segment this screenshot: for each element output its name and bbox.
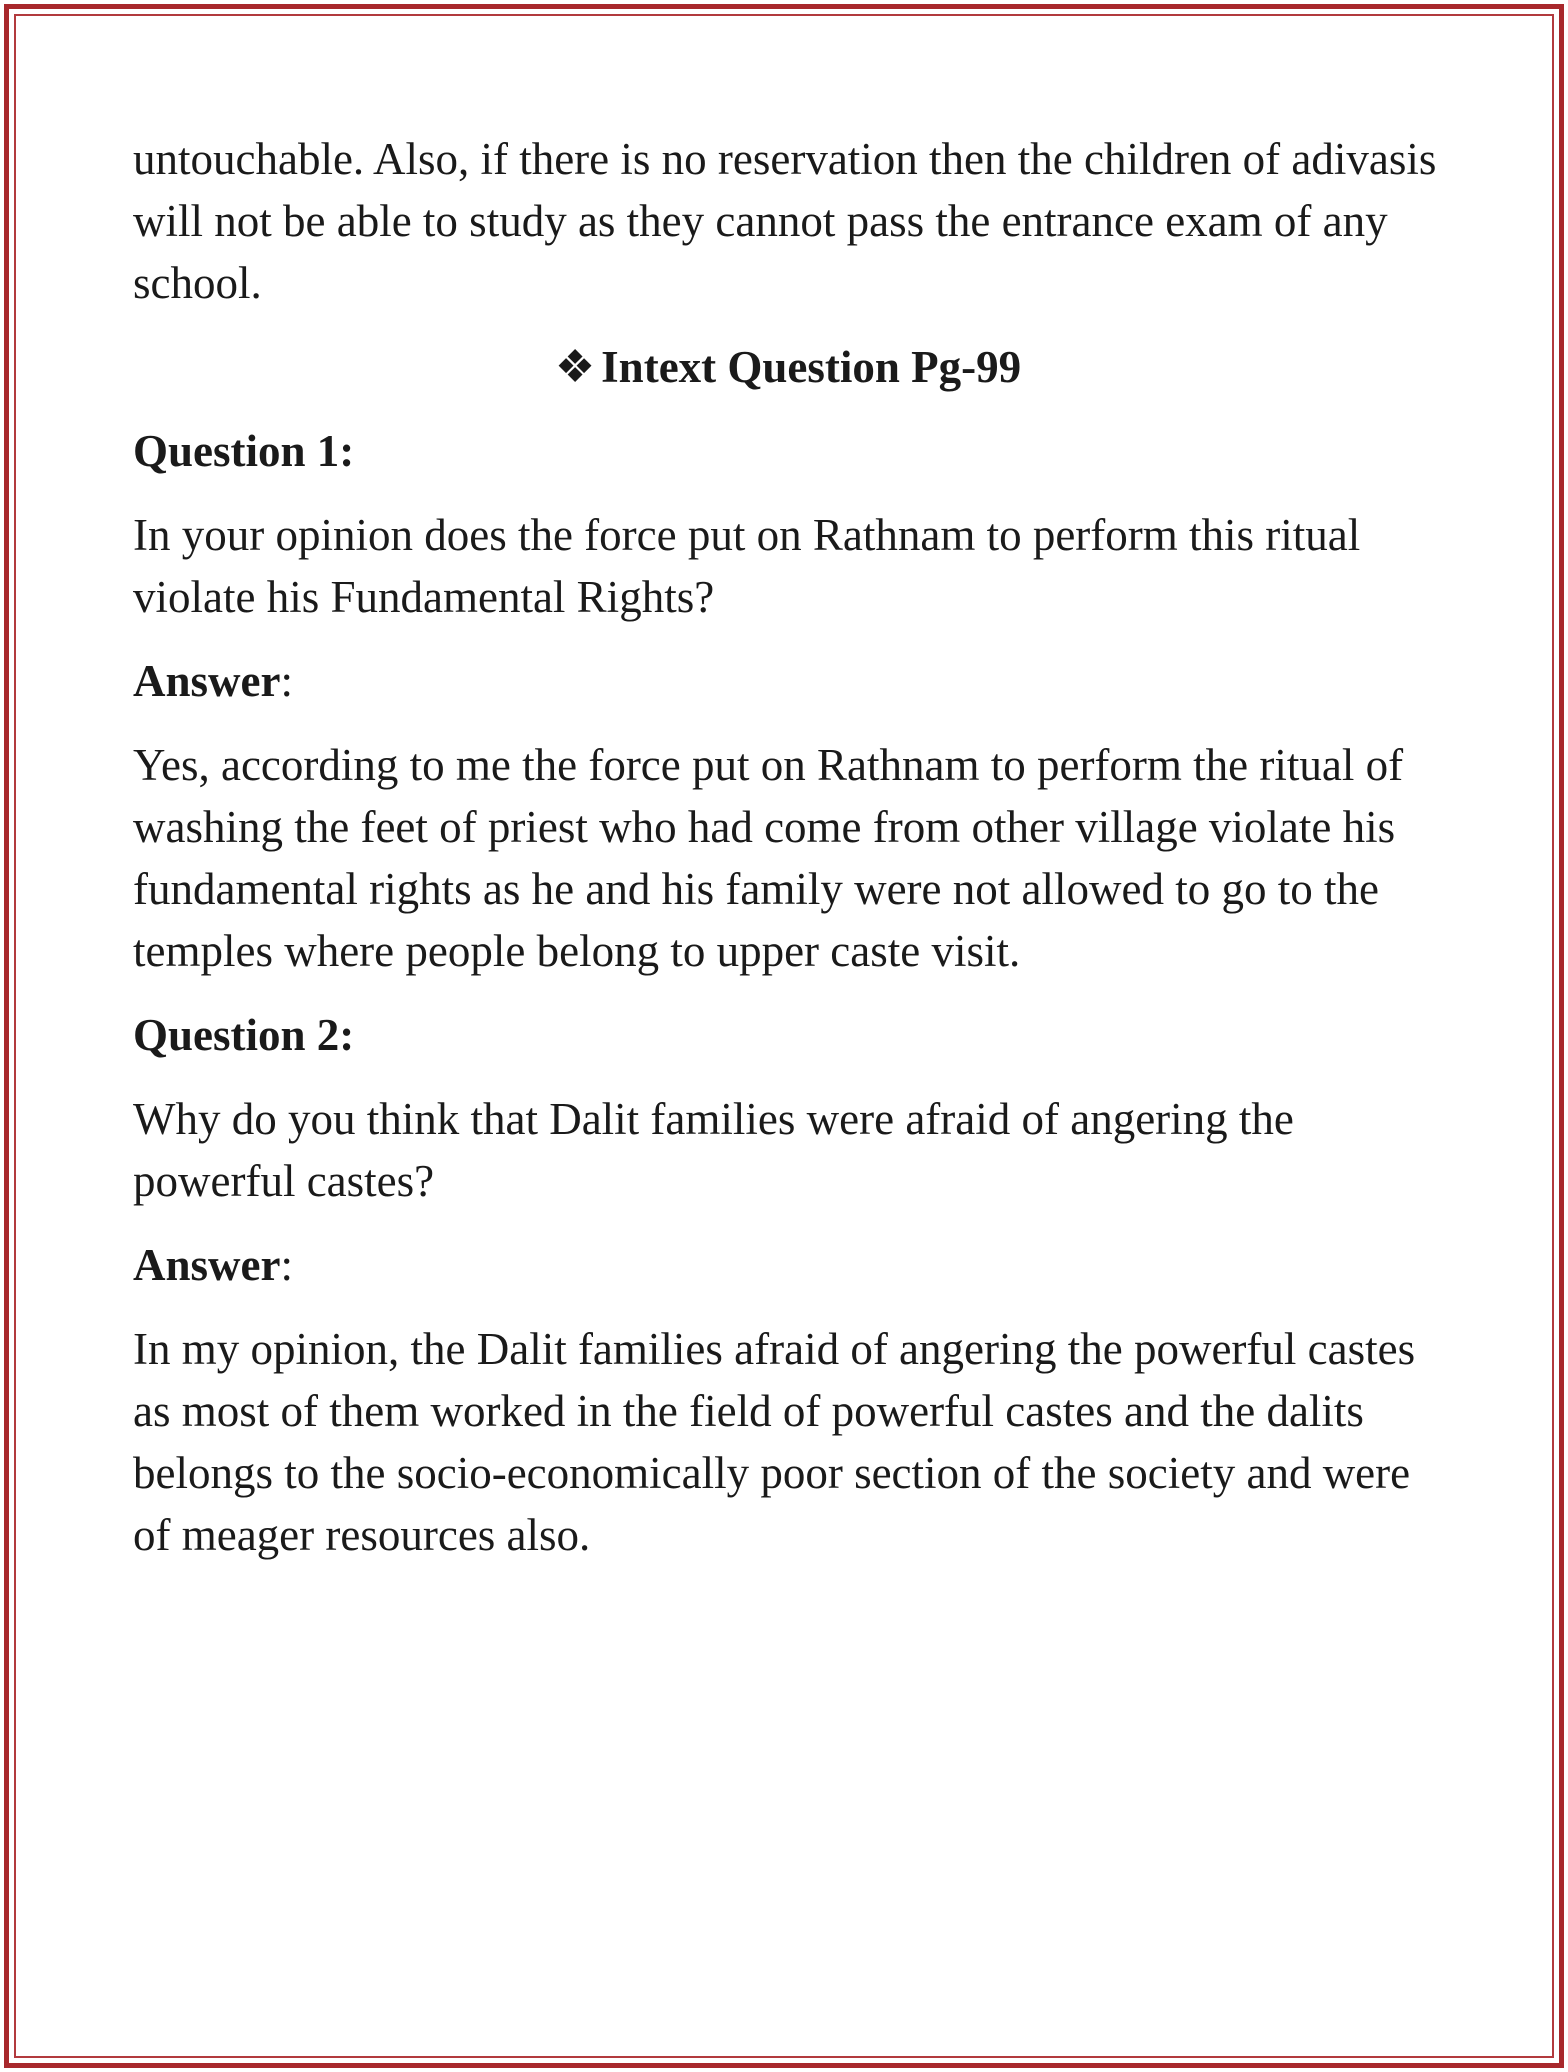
diamond-bullet-icon: ❖: [554, 342, 596, 392]
intro-paragraph: untouchable. Also, if there is no reservation then the children of adivasis will not be able to study as they cannot pass the entrance exam of any school.: [133, 134, 1437, 308]
section-heading: [133, 336, 1443, 398]
answer-1-label: Answer:: [133, 656, 293, 706]
answer-1-text: Yes, according to me the force put on Rathnam to perform the ritual of washing the feet of priest who had come from other village violate his fundamental rights as he and his family were not allowed to go to the temples where people belong to upper caste visit.: [133, 740, 1404, 976]
question-1-label: Question 1:: [133, 426, 355, 476]
answer-2-label: Answer:: [133, 1240, 293, 1290]
question-2-label: Question 2:: [133, 1010, 355, 1060]
question-1-text: In your opinion does the force put on Rathnam to perform this ritual violate his Fundamental Rights?: [133, 510, 1361, 622]
answer-2-text: In my opinion, the Dalit families afraid of angering the powerful castes as most of them worked in the field of powerful castes and the dalits belongs to the socio-economically poor section of the society and were of meager resources also.: [133, 1324, 1416, 1560]
section-heading-text: Intext Question Pg-99: [601, 342, 1022, 392]
question-2-text: Why do you think that Dalit families were afraid of angering the powerful castes?: [133, 1094, 1294, 1206]
page-content: [133, 128, 1443, 1566]
